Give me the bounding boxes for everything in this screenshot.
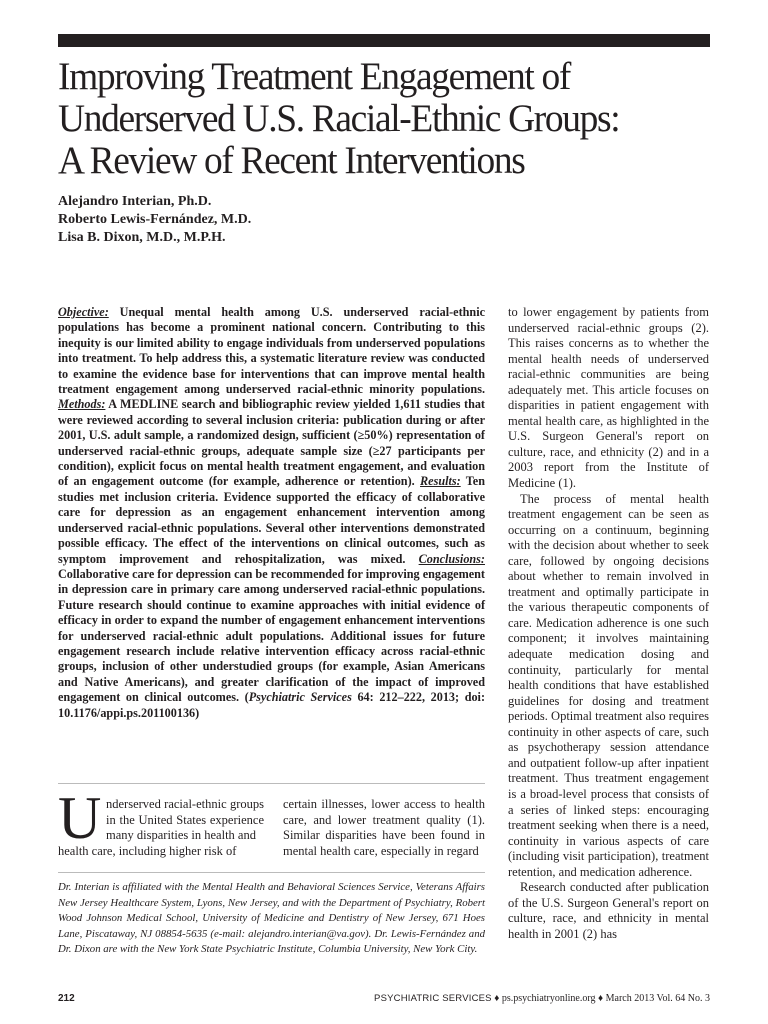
paragraph: The process of mental health treatment engagement can be seen as occurring on a continuum, beginning with the decision about whether to seek care, followed by ongoing decisions about whether to remain involved in treatment and optimally participate in the various therapeutic components of care. Medication adherence is one such component; it involves maintaining adequate medication dosing and continuity, particularly for mental health conditions that have established guidelines for dosing and treatment periods. Optimal treatment also requires continuity in other aspects of care, such as psychotherapy session attendance and outpatient follow-up after inpatient treatment. Thus treatment engagement is a broad-level process that consists of a series of linked steps: encouraging treatment seeking when there is a need, continuity in various aspects of care (including visit participation), treatment retention, and medication adherence.: [508, 491, 709, 879]
article-title: [58, 56, 692, 182]
title-line: Underserved U.S. Racial-Ethnic Groups:: [58, 97, 620, 140]
journal-name: PSYCHIATRIC SERVICES: [374, 993, 492, 1004]
objective-label: Objective:: [58, 305, 109, 319]
drop-cap: U: [58, 785, 102, 851]
methods-text: A MEDLINE search and bibliographic review yielded 1,611 studies that were reviewed according to several inclusion criteria: publication during or after 2001, U.S. adult sample, a randomized design, sufficient (≥50%) representation of underserved racial-ethnic groups, adequate sample size (≥27 participants per condition), explicit focus on mental health treatment engagement, and evaluation of an engagement outcome (for example, adherence or retention).: [58, 397, 485, 489]
results-text: Ten studies met inclusion criteria. Evidence supported the efficacy of collaborative care for depression as an engagement enhancement intervention among underserved racial-ethnic populations. Several other interventions demonstrated possible efficacy. The effect of the interventions on clinical outcomes, such as symptom improvement and rehospitalization, was mixed.: [58, 474, 485, 566]
body-column-2: certain illnesses, lower access to health care, and lower treatment quality (1). Similar disparities have been found in mental health care, especially in regard: [283, 797, 485, 858]
author: Lisa B. Dixon, M.D., M.P.H.: [58, 230, 226, 245]
objective-text: Unequal mental health among U.S. underserved racial-ethnic populations has become a prominent national concern. Contributing to this inequity is our limited ability to engage individuals from underserved populations into treatment. To help address this, a systematic literature review was conducted to examine the evidence base for interventions that can improve mental health treatment engagement among underserved racial-ethnic minority populations.: [58, 305, 485, 397]
issue-info: March 2013 Vol. 64 No. 3: [605, 993, 710, 1004]
paragraph: to lower engagement by patients from underserved racial-ethnic groups (2). This raises concerns as to whether the mental health needs of underserved racial-ethnic communities are being adequately met. This article focuses on disparities in patient engagement with mental health care, as highlighted in the U.S. Surgeon General's report on culture, race, and ethnicity (2) and in a 2003 report from the Institute of Medicine (1).: [508, 305, 709, 491]
journal-info: [374, 993, 710, 1004]
citation-journal: Psychiatric Services: [248, 690, 352, 705]
body-column-1-top: nderserved racial-ethnic groups in the United States experience many disparities in health and: [106, 797, 264, 843]
affiliation-note: Dr. Interian is affiliated with the Mental Health and Behavioral Sciences Service, Veterans Affairs New Jersey Healthcare System, Lyons, New Jersey, and with the Department of Psychiatry, Robert Wood Johnson Medical School, University of Medicine and Dentistry of New Jersey, 671 Hoes Lane, Piscataway, NJ 08854-5635 (e-mail: alejandro.interian@va.gov). Dr. Lewis-Fernández and Dr. Dixon are with the New York State Psychiatric Institute, Columbia University, New York City.: [58, 881, 485, 956]
abstract: [58, 305, 485, 721]
journal-url: ps.psychiatryonline.org: [501, 993, 596, 1004]
affiliation-divider: [58, 872, 485, 873]
author: Roberto Lewis-Fernández, M.D.: [58, 212, 252, 227]
conclusions-label: Conclusions:: [418, 551, 485, 566]
paragraph: Research conducted after publication of the U.S. Surgeon General's report on culture, race, and ethnicity in mental health in 2001 (2) has: [508, 880, 709, 941]
body-column-1-bottom: health care, including higher risk of: [58, 844, 237, 858]
header-rule: [58, 34, 710, 47]
separator: ♦: [595, 993, 606, 1004]
right-column: [508, 305, 709, 942]
page-number: 212: [58, 993, 75, 1004]
citation-rest: 64: 212–222, 2013; doi: 10.1176/appi.ps.201100136): [58, 690, 486, 720]
results-label: Results:: [420, 474, 461, 489]
title-line: A Review of Recent Interventions: [58, 139, 525, 182]
conclusions-text: Collaborative care for depression can be recommended for improving engagement in depression care in primary care among underserved racial-ethnic populations. Future research should continue to examine approaches with initial evidence of efficacy in order to expand the number of engagement enhancement interventions for underserved racial-ethnic adult populations. Additional issues for future engagement research include relative intervention efficacy across racial-ethnic groups, inclusion of other understudied groups (for example, Asian Americans and Native Americans), and greater clarification of the impact of improved engagement on clinical outcomes. (: [58, 566, 485, 705]
separator: ♦: [491, 993, 502, 1004]
author: Alejandro Interian, Ph.D.: [58, 194, 212, 209]
abstract-divider: [58, 783, 485, 784]
author-list: [58, 193, 251, 247]
methods-label: Methods:: [58, 397, 106, 412]
title-line: Improving Treatment Engagement of: [58, 55, 570, 98]
